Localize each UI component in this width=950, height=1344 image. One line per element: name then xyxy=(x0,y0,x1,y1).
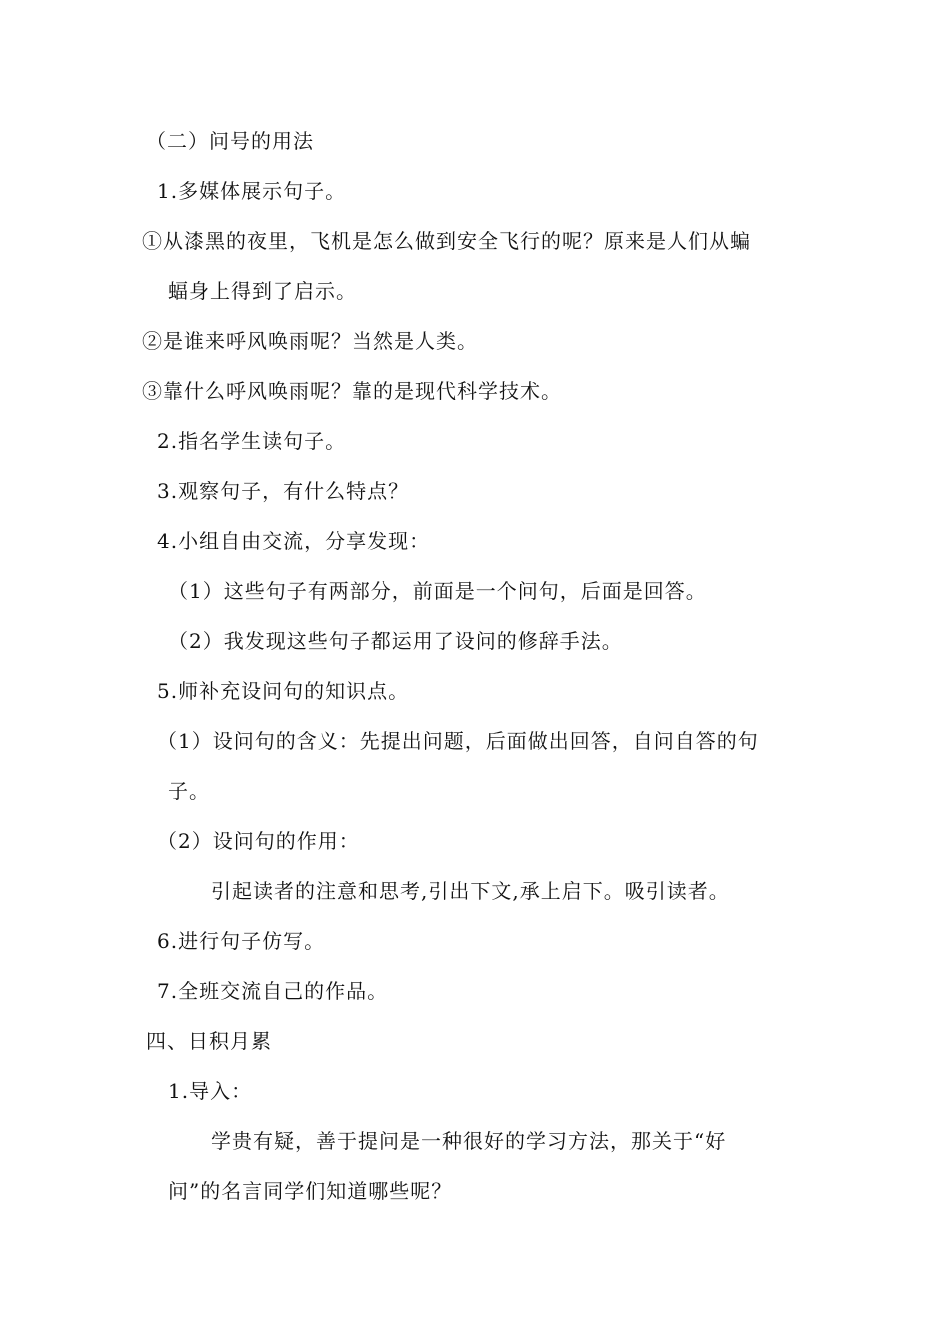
finding-2: （2）我发现这些句子都运用了设问的修辞手法。 xyxy=(168,629,623,653)
function-description: 引起读者的注意和思考,引出下文,承上启下。吸引读者。 xyxy=(211,879,730,903)
definition-function: （2）设问句的作用： xyxy=(157,829,360,853)
section-heading-daily-accumulation: 四、日积月累 xyxy=(146,1029,272,1053)
step-7-share-work: 7.全班交流自己的作品。 xyxy=(157,979,389,1003)
section-heading-question-mark-usage: （二）问号的用法 xyxy=(146,129,314,153)
step-6-imitation-writing: 6.进行句子仿写。 xyxy=(157,929,326,953)
finding-1: （1）这些句子有两部分，前面是一个问句，后面是回答。 xyxy=(168,579,707,603)
example-sentence-3: ③靠什么呼风唤雨呢？靠的是现代科学技术。 xyxy=(142,379,562,403)
step-4-group-discussion: 4.小组自由交流，分享发现： xyxy=(157,529,431,553)
step-5-teacher-supplement: 5.师补充设问句的知识点。 xyxy=(157,679,410,703)
step-2-read-sentences: 2.指名学生读句子。 xyxy=(157,429,347,453)
example-sentence-2: ②是谁来呼风唤雨呢？当然是人类。 xyxy=(142,329,478,353)
step-3-observe-sentences: 3.观察句子，有什么特点？ xyxy=(157,479,410,503)
introduction-paragraph-continued: 问”的名言同学们知道哪些呢？ xyxy=(168,1179,453,1203)
example-sentence-1: ①从漆黑的夜里，飞机是怎么做到安全飞行的呢？原来是人们从蝙 xyxy=(142,229,751,253)
definition-meaning-continued: 子。 xyxy=(168,779,210,803)
example-sentence-1-continued: 蝠身上得到了启示。 xyxy=(168,279,357,303)
step-1-introduction: 1.导入： xyxy=(168,1079,253,1103)
definition-meaning: （1）设问句的含义：先提出问题，后面做出回答，自问自答的句 xyxy=(157,729,759,753)
step-1-show-sentences: 1.多媒体展示句子。 xyxy=(157,179,347,203)
introduction-paragraph: 学贵有疑，善于提问是一种很好的学习方法，那关于“好 xyxy=(211,1129,727,1153)
